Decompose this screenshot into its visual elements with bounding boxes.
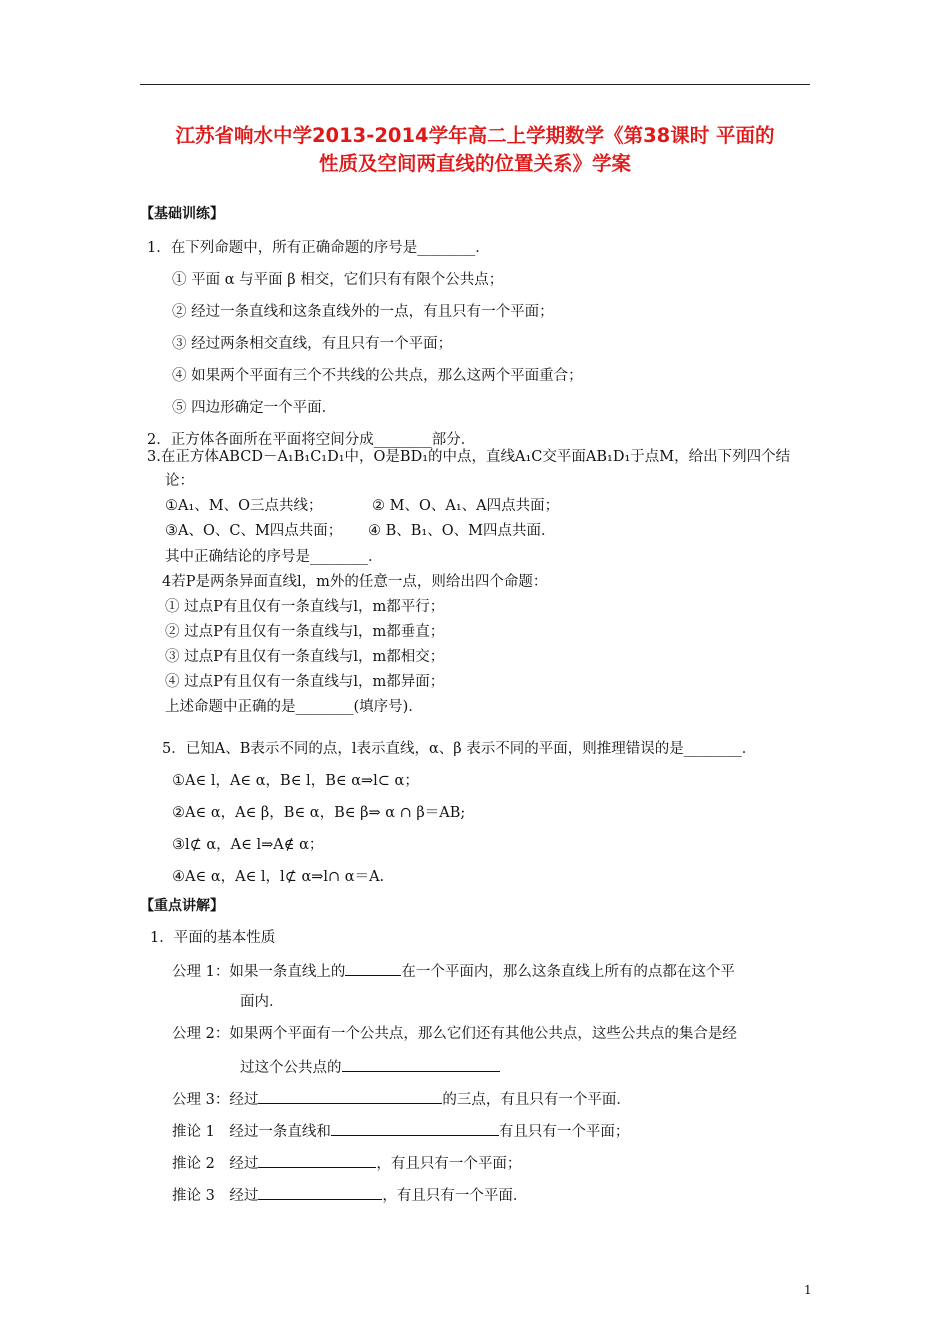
axiom-2-text: 过这个公共点的 — [240, 1060, 342, 1076]
q1-item: ④ 如果两个平面有三个不共线的公共点，那么这两个平面重合； — [172, 368, 583, 384]
document-title-line-1: 江苏省响水中学2013-2014学年高二上学期数学《第38课时 平面的 — [175, 124, 775, 147]
fill-blank[interactable] — [345, 961, 401, 976]
q5-item: ④A∈ α，A∈ l，l⊄ α⇒l∩ α＝A. — [172, 869, 385, 885]
fill-blank[interactable] — [342, 1057, 500, 1072]
q3-stem: 3.在正方体ABCD－A₁B₁C₁D₁中，O是BD₁的中点，直线A₁C交平面AB₁D₁于点M，给出下列四个结 — [147, 449, 791, 465]
fill-blank[interactable] — [331, 1121, 499, 1136]
fill-blank[interactable] — [258, 1089, 442, 1104]
axiom-3 — [172, 1089, 631, 1109]
q3-question: 其中正确结论的序号是________． — [165, 549, 383, 565]
q4-item: ① 过点P有且仅有一条直线与l，m都平行； — [165, 599, 445, 615]
q2-stem: 2．正方体各面所在平面将空间分成________部分． — [147, 432, 476, 448]
axiom-1 — [172, 961, 735, 981]
q1-stem: 1．在下列命题中，所有正确命题的序号是________． — [147, 240, 490, 256]
q5-stem: 5．已知A、B表示不同的点，l表示直线，α、β 表示不同的平面，则推理错误的是________． — [162, 741, 757, 757]
q5-item: ②A∈ α，A∈ β，B∈ α，B∈ β⇒ α ∩ β＝AB; — [172, 805, 466, 821]
corollary-3-text: 推论 3 经过 — [172, 1188, 259, 1204]
axiom-1-text: 公理 1：如果一条直线上的 — [172, 964, 346, 980]
q4-stem: 4若P是两条异面直线l，m外的任意一点，则给出四个命题： — [162, 574, 548, 590]
corollary-1-text: 推论 1 经过一条直线和 — [172, 1124, 331, 1140]
corollary-3-text: ，有且只有一个平面． — [382, 1188, 528, 1204]
document-title-line-2: 性质及空间两直线的位置关系》学案 — [318, 152, 631, 175]
axiom-2-continued — [240, 1057, 500, 1077]
q3-conclusion: ①A₁、M、O三点共线； — [165, 498, 323, 514]
axiom-1-continued: 面内． — [240, 994, 284, 1010]
q1-item: ② 经过一条直线和这条直线外的一点，有且只有一个平面； — [172, 304, 554, 320]
corollary-1-text: 有且只有一个平面； — [498, 1124, 630, 1140]
axiom-3-text: 的三点，有且只有一个平面． — [442, 1092, 631, 1108]
fill-blank[interactable] — [258, 1153, 376, 1168]
q4-question: 上述命题中正确的是________(填序号)． — [165, 699, 423, 715]
key-heading: 1．平面的基本性质 — [150, 930, 276, 946]
q3-conclusion: ③A、O、C、M四点共面； — [165, 523, 343, 539]
header-rule — [140, 84, 810, 85]
section-key-explanation: 【重点讲解】 — [140, 898, 224, 914]
q4-item: ③ 过点P有且仅有一条直线与l，m都相交； — [165, 649, 445, 665]
corollary-2-text: 推论 2 经过 — [172, 1156, 259, 1172]
axiom-2: 公理 2：如果两个平面有一个公共点，那么它们还有其他公共点，这些公共点的集合是经 — [172, 1026, 737, 1042]
q4-item: ④ 过点P有且仅有一条直线与l，m都异面； — [165, 674, 445, 690]
corollary-1 — [172, 1121, 629, 1141]
q1-item: ③ 经过两条相交直线，有且只有一个平面； — [172, 336, 453, 352]
q5-item: ①A∈ l，A∈ α，B∈ l，B∈ α⇒l⊂ α； — [172, 773, 419, 789]
axiom-1-text: 在一个平面内，那么这条直线上所有的点都在这个平 — [401, 964, 735, 980]
q1-item: ① 平面 α 与平面 β 相交，它们只有有限个公共点； — [172, 272, 504, 288]
q5-item: ③l⊄ α，A∈ l⇒A∉ α； — [172, 837, 324, 853]
corollary-3 — [172, 1185, 527, 1205]
page-number: 1 — [804, 1283, 812, 1297]
q3-stem-continued: 论： — [165, 473, 194, 489]
q1-item: ⑤ 四边形确定一个平面． — [172, 400, 337, 416]
q3-conclusion: ④ B、B₁、O、M四点共面． — [368, 523, 556, 539]
section-basic-training: 【基础训练】 — [140, 206, 224, 222]
q3-conclusion: ② M、O、A₁、A四点共面； — [372, 498, 560, 514]
corollary-2 — [172, 1153, 521, 1173]
q4-item: ② 过点P有且仅有一条直线与l，m都垂直； — [165, 624, 445, 640]
corollary-2-text: ，有且只有一个平面； — [376, 1156, 522, 1172]
axiom-3-text: 公理 3：经过 — [172, 1092, 259, 1108]
fill-blank[interactable] — [258, 1185, 382, 1200]
